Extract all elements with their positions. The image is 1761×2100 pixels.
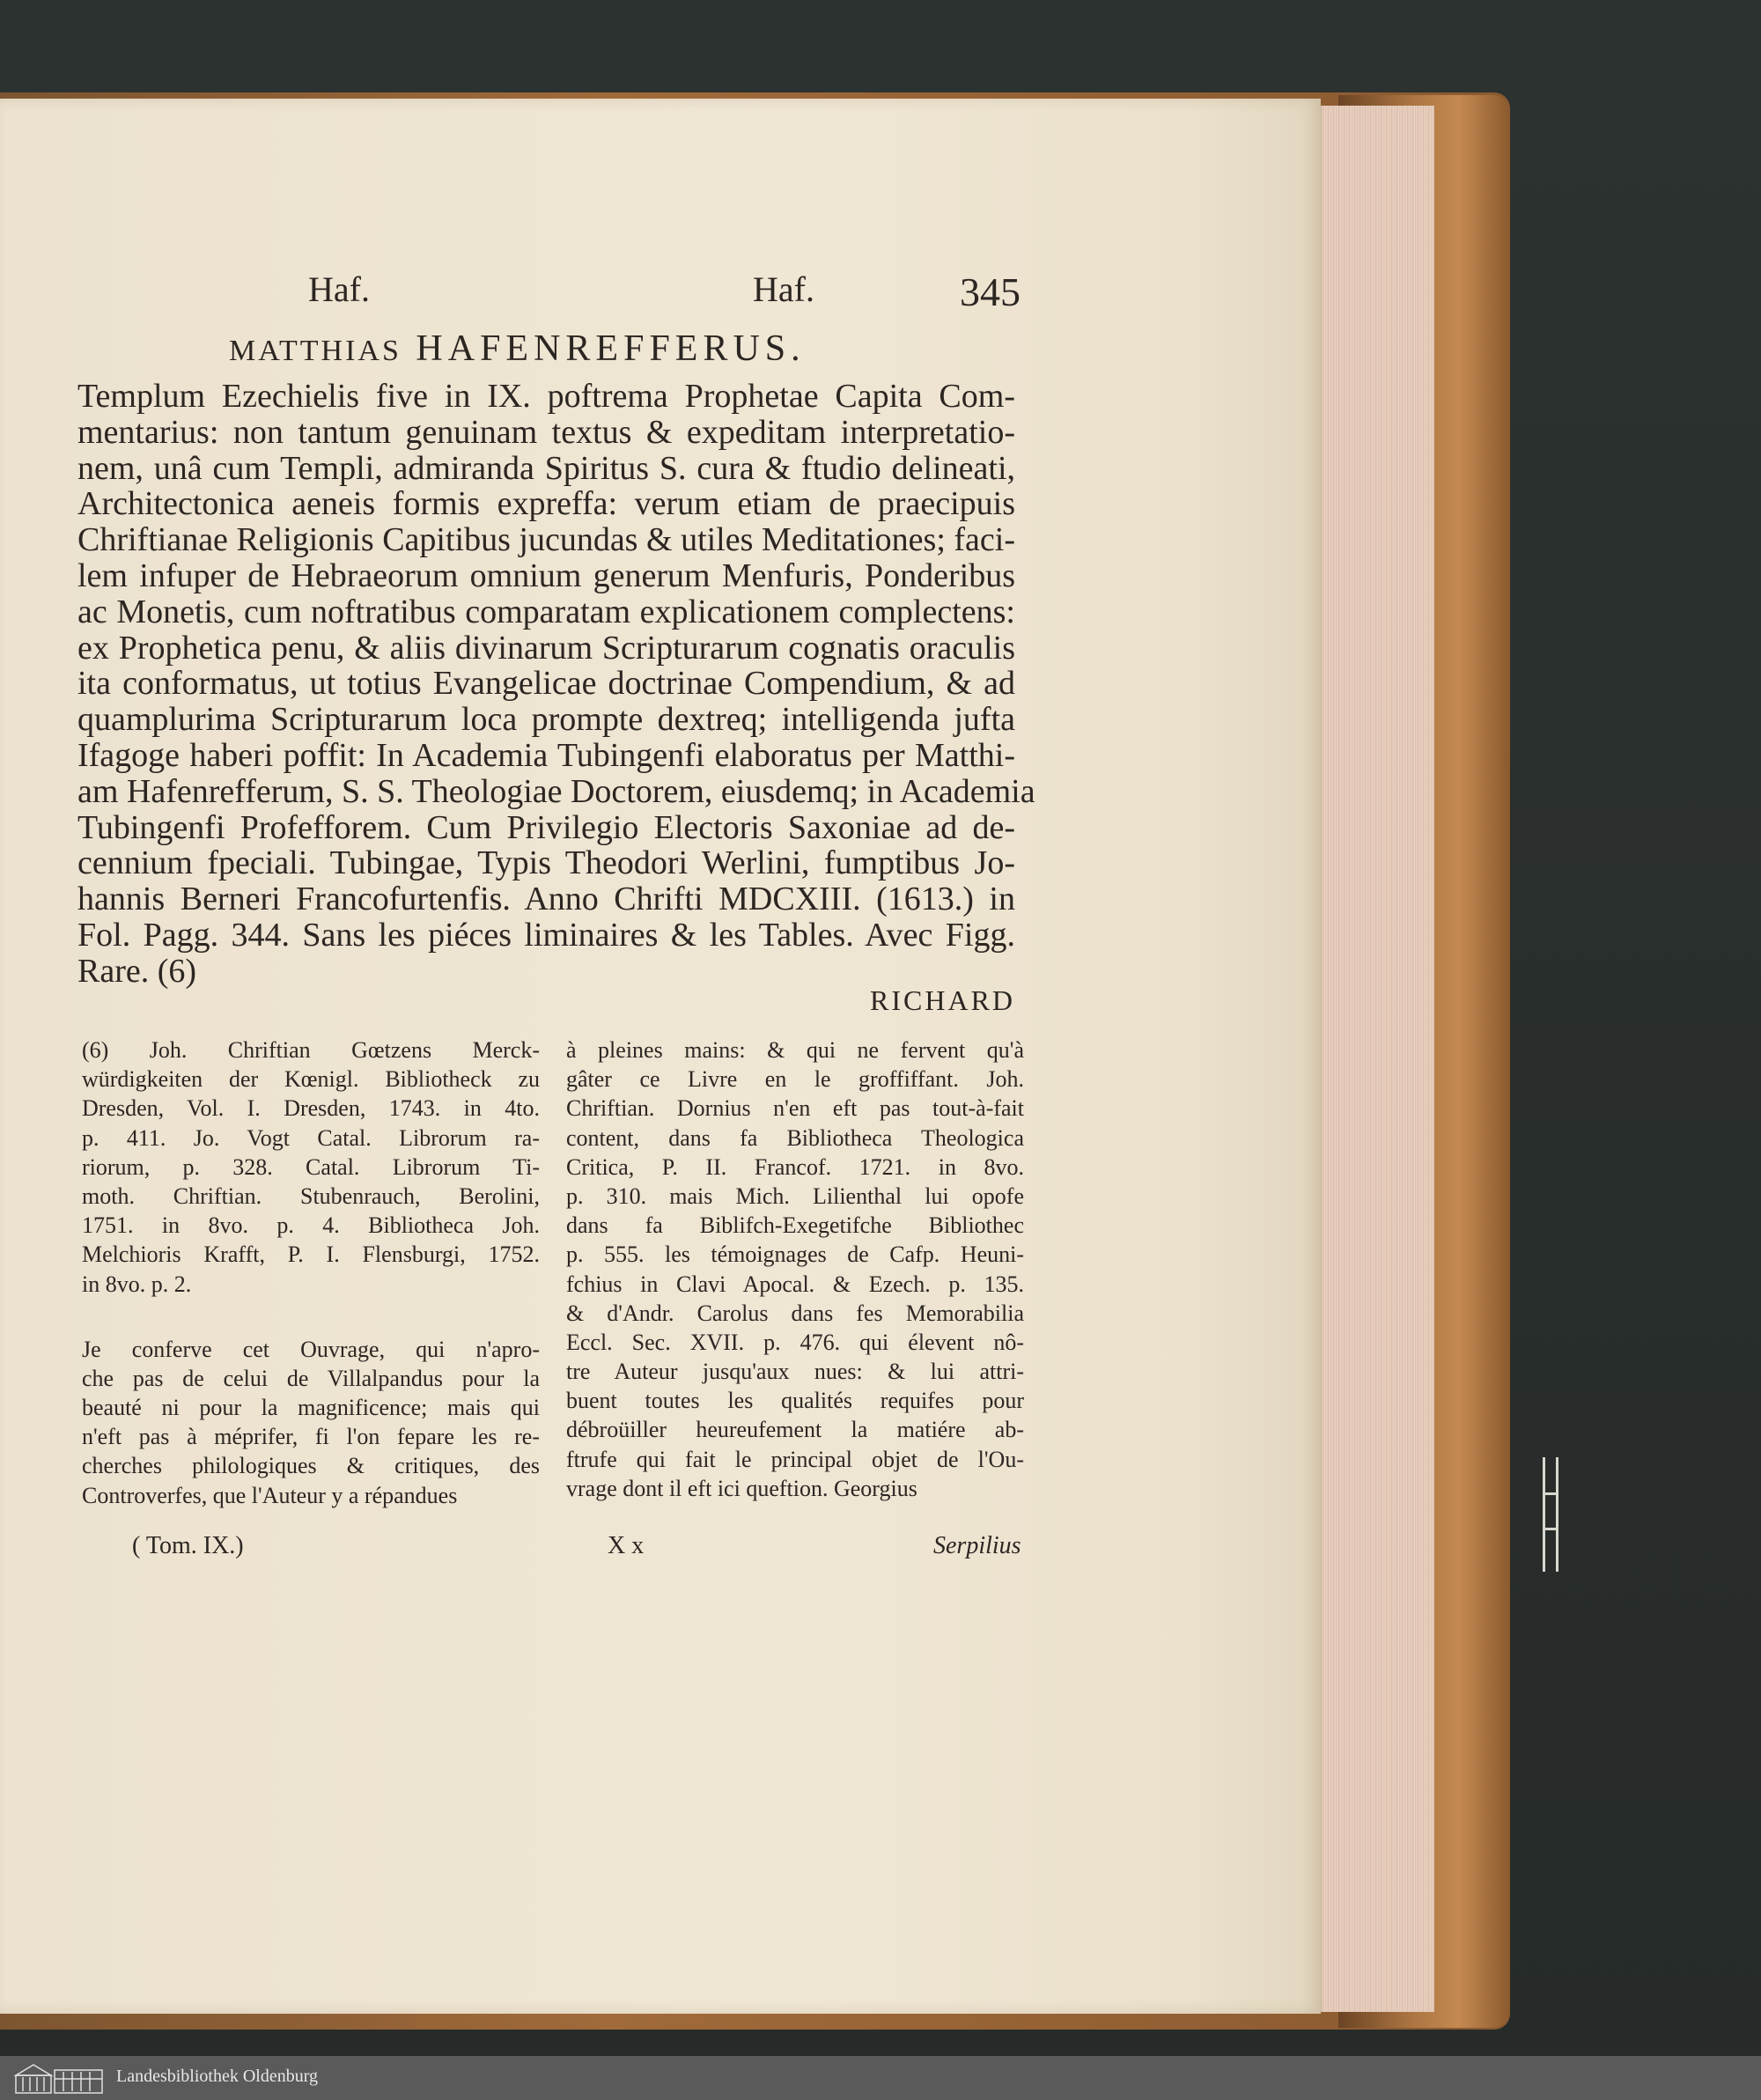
footnote-line: p. 411. Jo. Vogt Catal. Librorum ra- <box>82 1124 540 1151</box>
entry-line: Chriftianae Religionis Capitibus jucundas & utiles Meditationes; faci- <box>77 521 1015 559</box>
entry-line: cennium fpeciali. Tubingae, Typis Theodori Werlini, fumptibus Jo- <box>77 844 1015 882</box>
entry-line: nem, unâ cum Templi, admiranda Spiritus S. cura & ftudio delineati, <box>77 449 1015 487</box>
entry-line: lem infuper de Hebraeorum omnium generum Menfuris, Ponderibus <box>77 556 1015 594</box>
page-edges <box>1321 106 1434 2012</box>
catchword-richard: RICHARD <box>870 984 1016 1016</box>
entry-line: Fol. Pagg. 344. Sans les piéces liminaires & les Tables. Avec Figg. <box>77 916 1015 954</box>
signature-mark: X x <box>608 1532 645 1559</box>
commentary-line: content, dans fa Bibliotheca Theologica <box>566 1124 1024 1151</box>
header-right: Haf. <box>753 269 814 309</box>
right-column <box>566 1035 1024 1503</box>
commentary-line: p. 555. les témoignages de Cafp. Heuni- <box>566 1242 1024 1268</box>
commentary-line: & d'Andr. Carolus dans fes Memorabilia <box>566 1300 1024 1326</box>
commentary-line: dans fa Biblifch-Exegetifche Bibliothec <box>566 1212 1024 1239</box>
entry-line: hannis Berneri Francofurtenfis. Anno Chrifti MDCXIII. (1613.) in <box>77 881 1015 918</box>
commentary-line: beauté ni pour la magnificence; mais qui <box>82 1395 540 1421</box>
left-column <box>82 1035 540 1510</box>
entry-line: Architectonica aeneis formis expreffa: verum etiam de praecipuis <box>77 485 1015 523</box>
entry-line: Tubingenfi Profefforem. Cum Privilegio Electoris Saxoniae ad de- <box>77 808 1015 846</box>
commentary-line: vrage dont il eft ici queftion. Georgius <box>566 1475 917 1501</box>
footnote-line: würdigkeiten der Kœnigl. Bibliotheck zu <box>82 1066 540 1093</box>
shelf-mark <box>1543 1457 1558 1572</box>
entry-line: ex Prophetica penu, & aliis divinarum Scripturarum cognatis oraculis <box>77 629 1015 667</box>
entry-surname: HAFENREFFERUS. <box>416 328 806 369</box>
footnote-line: moth. Chriftian. Stubenrauch, Berolini, <box>82 1183 540 1209</box>
commentary-line: fchius in Clavi Apocal. & Ezech. p. 135. <box>566 1271 1024 1297</box>
commentary-line: Critica, P. II. Francof. 1721. in 8vo. <box>566 1153 1024 1180</box>
volume-marker: ( Tom. IX.) <box>132 1532 244 1559</box>
commentary-line: n'eft pas à méprifer, fi l'on fepare les re- <box>82 1424 540 1450</box>
library-footer-bar <box>0 2056 1761 2100</box>
catchword-serpilius: Serpilius <box>933 1532 1021 1559</box>
commentary-continued <box>566 1035 1024 1503</box>
entry-line: Templum Ezechielis five in IX. poftrema Prophetae Capita Com- <box>77 378 1015 415</box>
entry-line: ac Monetis, cum noftratibus comparatam explicationem complectens: <box>77 593 1015 630</box>
commentary-line: tre Auteur jusqu'aux nues: & lui attri- <box>566 1359 1024 1385</box>
footnote-line: (6) Joh. Chriftian Gœtzens Merck- <box>82 1037 540 1063</box>
entry-line: Ifagoge haberi poffit: In Academia Tubingenfi elaboratus per Matthi- <box>77 736 1015 774</box>
commentary-line: à pleines mains: & qui ne fervent qu'à <box>566 1037 1024 1063</box>
commentary-line: buent toutes les qualités requifes pour <box>566 1388 1024 1414</box>
entry-title <box>229 328 806 370</box>
commentary-line: Eccl. Sec. XVII. p. 476. qui élevent nô- <box>566 1329 1024 1355</box>
commentary-line: Chriftian. Dornius n'en eft pas tout-à-fait <box>566 1095 1024 1122</box>
library-name: Landesbibliothek Oldenburg <box>116 2067 319 2086</box>
footnote-line: Melchioris Krafft, P. I. Flensburgi, 1752. <box>82 1242 540 1268</box>
entry-line: ita conformatus, ut totius Evangelicae doctrinae Compendium, & ad <box>77 665 1015 703</box>
commentary-line: gâter ce Livre en le groffiffant. Joh. <box>566 1066 1024 1093</box>
entry-line: mentarius: non tantum genuinam textus & expeditam interpretatio- <box>77 413 1015 451</box>
footnote-6 <box>82 1035 540 1299</box>
commentary-line: Controverfes, que l'Auteur y a répandues <box>82 1482 458 1508</box>
library-building-icon <box>9 2061 107 2095</box>
footnote-line: in 8vo. p. 2. <box>82 1271 192 1297</box>
entry-line: Rare. (6) <box>77 952 197 990</box>
footnote-line: Dresden, Vol. I. Dresden, 1743. in 4to. <box>82 1095 540 1122</box>
commentary-line: cherches philologiques & critiques, des <box>82 1453 540 1479</box>
header-left: Haf. <box>308 269 370 309</box>
page-number: 345 <box>960 269 1020 314</box>
entry-first-name: MATTHIAS <box>229 335 402 367</box>
entry-body <box>77 378 1035 990</box>
footnote-line: riorum, p. 328. Catal. Librorum Ti- <box>82 1153 540 1180</box>
commentary-paragraph <box>82 1335 540 1510</box>
commentary-line: che pas de celui de Villalpandus pour la <box>82 1365 540 1391</box>
commentary-line: ftrufe qui fait le principal objet de l'Ou- <box>566 1446 1024 1472</box>
commentary-line: Je conferve cet Ouvrage, qui n'apro- <box>82 1336 540 1362</box>
footnote-line: 1751. in 8vo. p. 4. Bibliotheca Joh. <box>82 1212 540 1239</box>
commentary-line: débroüiller heureufement la matiére ab- <box>566 1417 1024 1443</box>
entry-line: am Hafenrefferum, S. S. Theologiae Doctorem, eiusdemq; in Academia <box>77 772 1035 810</box>
entry-line: quamplurima Scripturarum loca prompte dextreq; intelligenda jufta <box>77 701 1015 739</box>
commentary-line: p. 310. mais Mich. Lilienthal lui opofe <box>566 1183 1024 1209</box>
